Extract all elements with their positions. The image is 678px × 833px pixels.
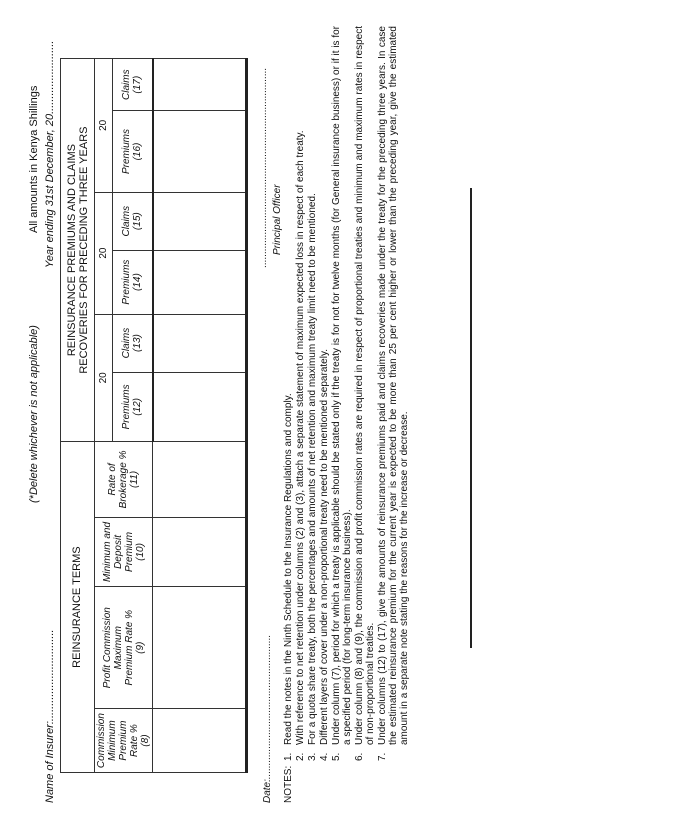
table-cell bbox=[153, 111, 248, 192]
col9-number: (9) bbox=[134, 641, 146, 654]
year-3-header: 20 bbox=[95, 59, 113, 193]
col11-line1: Rate of bbox=[107, 463, 118, 496]
note-item: 2. With reference to net retention under columns (2) and (3), attach a separate statement of maximum expected loss in respect of each treaty. bbox=[295, 26, 306, 761]
note-text: For a quota share treaty, both the percentages and amounts of net retention and maximum treaty limit need to be mentioned. bbox=[307, 193, 318, 745]
note-text: Under columns (12) to (17), give the amounts of reinsurance premiums paid and claims recoveries made under the treaty for the preceding three years. In case the estimated reinsurance premium for the current year is expected to be more than 25 per cent higher or lower than the preceding year, give the estimated amount in a separate note stating the reasons for the increase or decrease. bbox=[377, 26, 410, 745]
table-data-row bbox=[153, 59, 248, 773]
col11-header bbox=[95, 442, 153, 517]
col10-line3: Premium bbox=[123, 531, 135, 572]
col8-line3: Rate % bbox=[129, 724, 140, 757]
col12-number: (12) bbox=[132, 397, 144, 416]
col16-number: (16) bbox=[132, 142, 144, 161]
table-cell bbox=[153, 587, 248, 709]
claims-label: Claims bbox=[121, 69, 133, 100]
reinsurance-table bbox=[60, 58, 248, 773]
col11-line2: Brokerage % bbox=[118, 450, 129, 509]
group-recoveries-header bbox=[61, 59, 95, 442]
col8-line2: Minimum Premium bbox=[107, 720, 129, 761]
col8-header bbox=[95, 709, 153, 773]
col14-number: (14) bbox=[132, 273, 144, 291]
note-item: 1. Read the notes in the Ninth Schedule to the Insurance Regulations and comply. bbox=[283, 26, 294, 761]
col10-line2: Deposit bbox=[112, 535, 124, 569]
col10-line1: Minimum and bbox=[101, 521, 113, 582]
notes-list bbox=[283, 26, 411, 761]
col10-number: (10) bbox=[134, 543, 146, 561]
table-cell bbox=[153, 314, 248, 372]
col11-number: (11) bbox=[129, 470, 140, 488]
note-item: 5. Under column (7), period for which a treaty is applicable should be stated only if the treaty is for not for twelve months (for General insurance business) or if it is for a specified period (for long-term insurance business). bbox=[331, 26, 353, 761]
note-text: Read the notes in the Ninth Schedule to the Insurance Regulations and comply. bbox=[283, 393, 294, 745]
table-cell bbox=[153, 517, 248, 587]
col17-number: (17) bbox=[132, 75, 144, 94]
note-text: Different layers of cover under a non-proportional treaty need to be mentioned separately. bbox=[319, 349, 330, 745]
date-label: Date:.................................................... bbox=[262, 634, 273, 803]
table-cell bbox=[153, 250, 248, 314]
col14-header bbox=[113, 250, 153, 314]
currency-note: All amounts in Kenya Shillings bbox=[28, 85, 40, 233]
table-cell bbox=[153, 372, 248, 442]
note-text: Under column (7), period for which a treaty is applicable should be stated only if the treaty is for not for twelve months (for General insurance business) or if it is for a specified period (for long-term insurance business). bbox=[331, 26, 353, 745]
footer-rule bbox=[470, 188, 472, 648]
col9-line2: Maximum bbox=[112, 626, 124, 670]
signatory-label: Principal Officer bbox=[272, 184, 283, 255]
col8-number: (8) bbox=[140, 734, 151, 747]
col16-header bbox=[113, 111, 153, 192]
col17-header bbox=[113, 59, 153, 111]
col8-line1: Commission bbox=[96, 713, 107, 769]
year-2-header: 20 bbox=[95, 192, 113, 314]
claims-label: Claims bbox=[121, 327, 133, 359]
notes-heading: NOTES: bbox=[283, 765, 294, 803]
col13-number: (13) bbox=[132, 334, 144, 352]
col12-header bbox=[113, 372, 153, 442]
group-recoveries-line2: RECOVERIES FOR PRECEDING THREE YEARS bbox=[77, 126, 90, 374]
col9-line1: Profit Commission bbox=[101, 607, 113, 689]
note-item: 6. Under column (8) and (9), the commission and profit commission rates are required in respect of proportional treaties and minimum and maximum rates in respect of non-proportional treaties. bbox=[354, 26, 376, 761]
note-item: 7. Under columns (12) to (17), give the amounts of reinsurance premiums paid and claims recoveries made under the treaty for the preceding three years. In case the estimated reinsurance premium for the current year is expected to be more than 25 per cent higher or lower than the preceding year, give the estimated amount in a separate note stating the reasons for the increase or decrease. bbox=[377, 26, 410, 761]
group-terms-header: REINSURANCE TERMS bbox=[61, 442, 95, 773]
table-cell bbox=[153, 59, 248, 111]
table-cell bbox=[153, 709, 248, 773]
col9-line3: Premium Rate % bbox=[123, 609, 135, 686]
insurer-name-label: Name of Insurer:.............................. bbox=[44, 629, 56, 803]
premiums-label: Premiums bbox=[121, 384, 133, 430]
note-item: 3. For a quota share treaty, both the percentages and amounts of net retention and maximum treaty limit need to be mentioned. bbox=[307, 26, 318, 761]
col9-header bbox=[95, 587, 153, 709]
year-ending-label: Year ending 31st December, 20........................ bbox=[44, 40, 56, 268]
col15-header bbox=[113, 192, 153, 250]
note-item: 4. Different layers of cover under a non-proportional treaty need to be mentioned separately. bbox=[319, 26, 330, 761]
col15-number: (15) bbox=[132, 212, 144, 231]
signature-line: ........................................................................ bbox=[258, 67, 269, 268]
table-cell bbox=[153, 192, 248, 250]
year-1-header: 20 bbox=[95, 314, 113, 442]
premiums-label: Premiums bbox=[121, 259, 133, 305]
note-text: With reference to net retention under columns (2) and (3), attach a separate statement of maximum expected loss in respect of each treaty. bbox=[295, 130, 306, 745]
col13-header bbox=[113, 314, 153, 372]
table-bottom-rule bbox=[245, 58, 248, 773]
claims-label: Claims bbox=[121, 205, 133, 237]
group-recoveries-line1: REINSURANCE PREMIUMS AND CLAIMS bbox=[65, 144, 78, 357]
premiums-label: Premiums bbox=[121, 129, 133, 175]
delete-note: (*Delete whichever is not applicable) bbox=[28, 325, 40, 503]
col10-header bbox=[95, 517, 153, 587]
note-text: Under column (8) and (9), the commission and profit commission rates are required in respect of proportional treaties and minimum and maximum rates in respect of non-proportional treaties. bbox=[354, 26, 376, 745]
table-cell bbox=[153, 442, 248, 517]
